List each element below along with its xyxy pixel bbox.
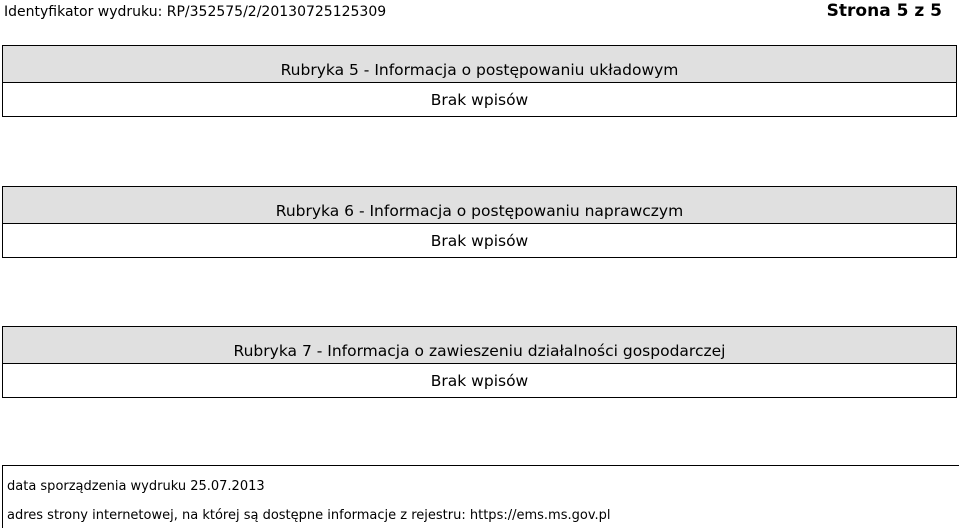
print-date: data sporządzenia wydruku 25.07.2013 (7, 479, 265, 494)
section-rubryka-7 (2, 326, 957, 398)
section-title: Rubryka 5 - Informacja o postępowaniu układowym (3, 46, 956, 83)
section-rubryka-5 (2, 45, 957, 117)
section-body: Brak wpisów (430, 371, 529, 390)
section-title: Rubryka 6 - Informacja o postępowaniu naprawczym (3, 187, 956, 224)
section-body: Brak wpisów (430, 231, 529, 250)
footer (2, 465, 959, 528)
section-body: Brak wpisów (430, 90, 529, 109)
section-rubryka-6 (2, 186, 957, 258)
registry-website: adres strony internetowej, na której są dostępne informacje z rejestru: https://ems.ms.gov.pl (7, 508, 611, 523)
section-title: Rubryka 7 - Informacja o zawieszeniu działalności gospodarczej (3, 327, 956, 364)
page-number: Strona 5 z 5 (826, 1, 942, 21)
print-identifier: Identyfikator wydruku: RP/352575/2/20130725125309 (4, 4, 387, 20)
